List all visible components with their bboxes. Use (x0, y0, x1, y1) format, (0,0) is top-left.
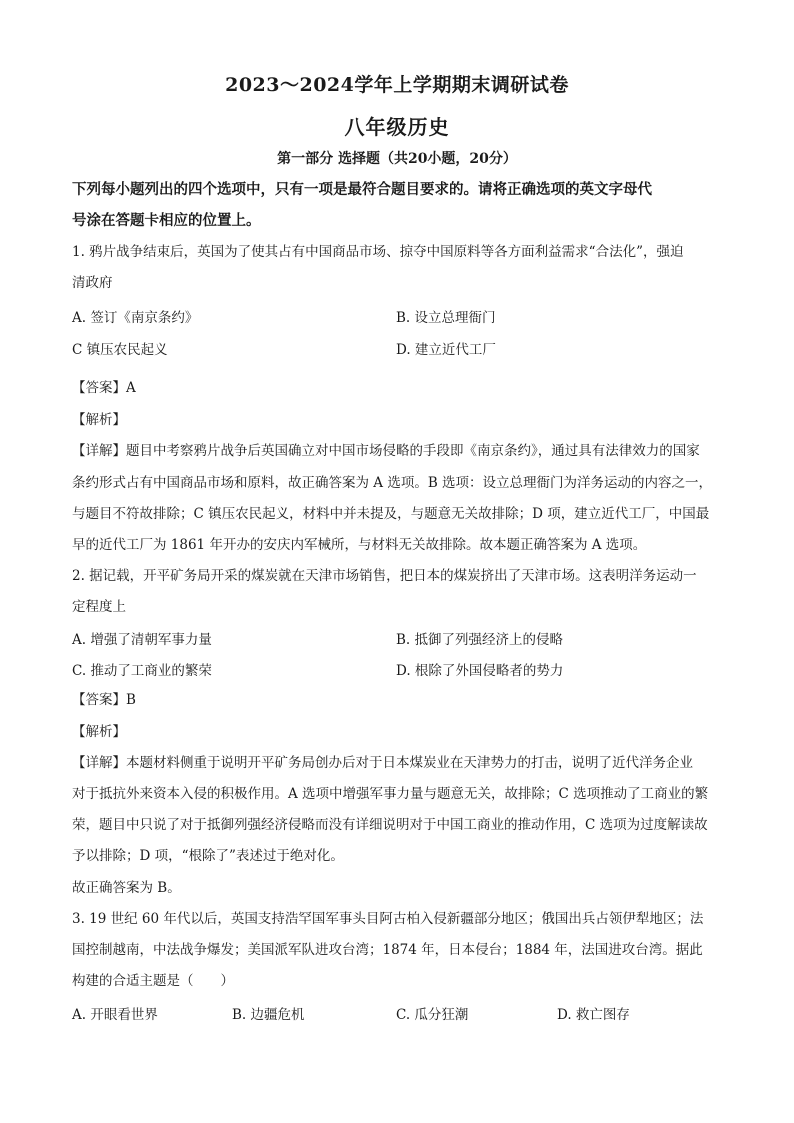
option-d: D. 根除了外国侵略者的势力 (396, 663, 564, 679)
detail-line: 条约形式占有中国商品市场和原料，故正确答案为 A 选项。B 选项：设立总理衙门为洋务运动的内容之一， (72, 475, 713, 491)
option-b: B. 抵御了列强经济上的侵略 (396, 632, 564, 648)
exam-subject: 八年级历史 (344, 115, 450, 139)
option-d: D. 救亡图存 (557, 1007, 630, 1023)
option-a: A. 增强了清朝军事力量 (72, 632, 212, 648)
detail-line: 【详解】本题材料侧重于说明开平矿务局创办后对于日本煤炭业在天津势力的打击，说明了近代洋务企业 (72, 755, 693, 771)
instructions-line: 号涂在答题卡相应的位置上。 (72, 212, 261, 229)
section-heading: 第一部分 选择题（共20小题，20分） (277, 151, 517, 167)
detail-line: 荣，题目中只说了对于抵御列强经济侵略而没有详细说明对于中国工商业的推动作用，C 选项为过度解读故 (72, 817, 708, 833)
question-stem: 清政府 (72, 275, 113, 291)
option-a: A. 签订《南京条约》 (72, 310, 199, 326)
analysis-label: 【解析】 (72, 412, 126, 428)
detail-line: 予以排除；D 项，“根除了”表述过于绝对化。 (72, 848, 344, 864)
answer-label: 【答案】B (72, 692, 136, 708)
question-stem: 构建的合适主题是（ ） (72, 973, 234, 989)
option-d: D. 建立近代工厂 (396, 342, 496, 358)
question-stem: 国控制越南，中法战争爆发；美国派军队进攻台湾；1874 年，日本侵台；1884 年，法国进攻台湾。据此 (72, 942, 703, 958)
option-c: C. 瓜分狂潮 (396, 1007, 469, 1023)
option-c: C. 推动了工商业的繁荣 (72, 663, 212, 679)
detail-line: 【详解】题目中考察鸦片战争后英国确立对中国市场侵略的手段即《南京条约》，通过具有法律效力的国家 (72, 443, 700, 459)
detail-line: 故正确答案为 B。 (72, 880, 181, 896)
instructions-line: 下列每小题列出的四个选项中，只有一项是最符合题目要求的。请将正确选项的英文字母代 (72, 181, 652, 198)
option-a: A. 开眼看世界 (72, 1007, 158, 1023)
question-stem: 1. 鸦片战争结束后，英国为了使其占有中国商品市场、掠夺中国原料等各方面利益需求“合法化”，强迫 (72, 244, 684, 260)
option-c: C 镇压农民起义 (72, 342, 168, 358)
option-b: B. 边疆危机 (232, 1007, 305, 1023)
option-b: B. 设立总理衙门 (396, 310, 496, 326)
detail-line: 对于抵抗外来资本入侵的积极作用。A 选项中增强军事力量与题意无关，故排除；C 选项推动了工商业的繁 (72, 786, 709, 802)
answer-label: 【答案】A (72, 380, 136, 396)
analysis-label: 【解析】 (72, 724, 126, 740)
detail-line: 早的近代工厂为 1861 年开办的安庆内军械所，与材料无关故排除。故本题正确答案为 A 选项。 (72, 537, 647, 553)
question-stem: 2. 据记载，开平矿务局开采的煤炭就在天津市场销售，把日本的煤炭挤出了天津市场。这表明洋务运动一 (72, 568, 697, 584)
question-stem: 3. 19 世纪 60 年代以后，英国支持浩罕国军事头目阿古柏入侵新疆部分地区；俄国出兵占领伊犁地区；法 (72, 911, 704, 927)
question-stem: 定程度上 (72, 599, 126, 615)
exam-title: 2023～2024学年上学期期末调研试卷 (225, 74, 569, 96)
detail-line: 与题目不符故排除；C 镇压农民起义，材料中并未提及，与题意无关故排除；D 项，建立近代工厂，中国最 (72, 506, 710, 522)
